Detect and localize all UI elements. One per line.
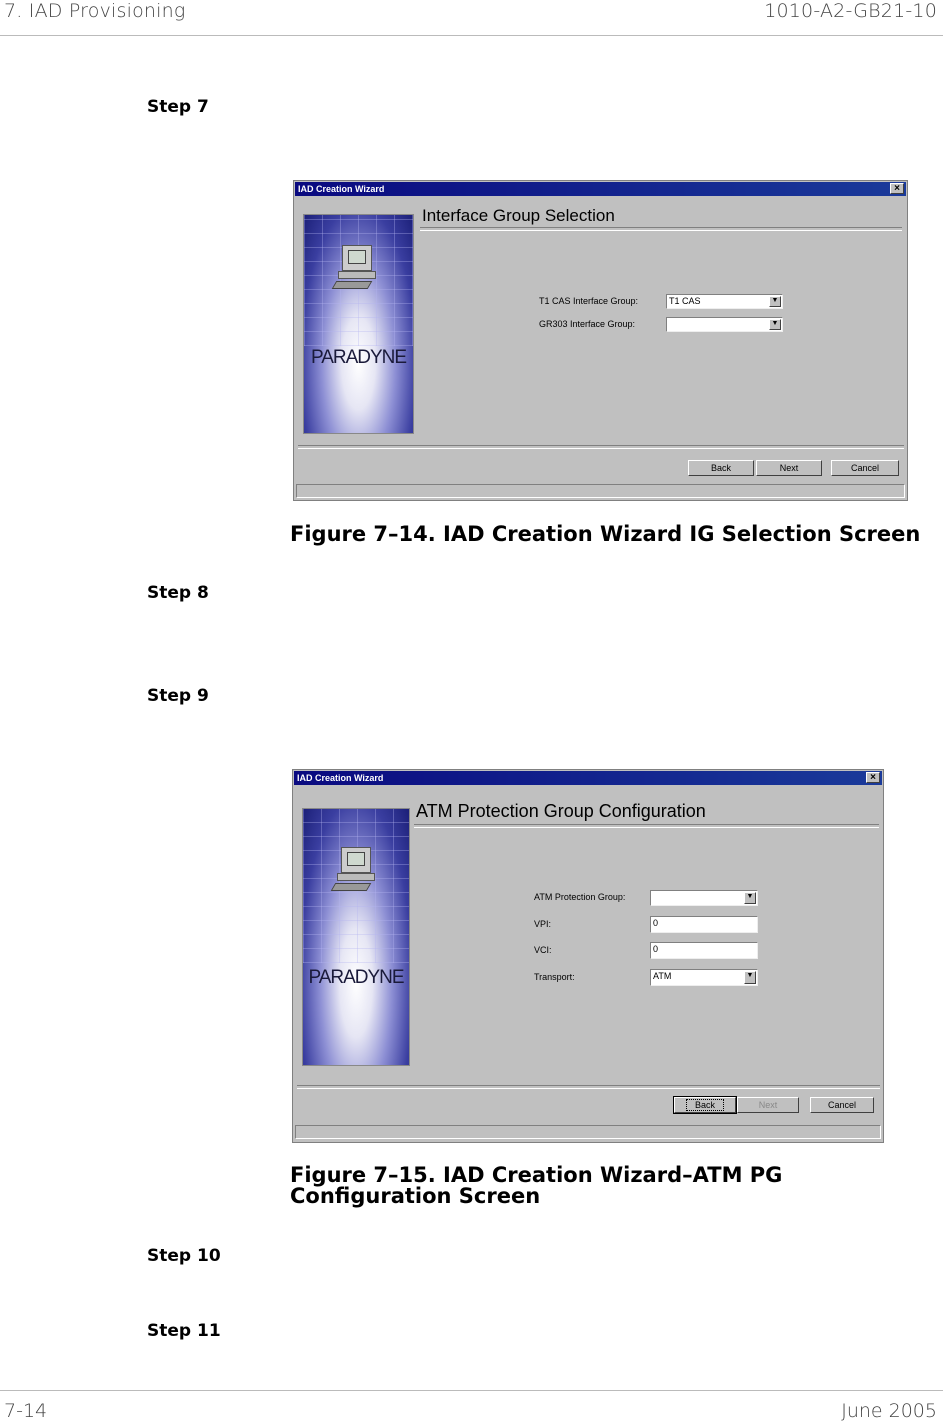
dropdown-arrow-icon[interactable]: ▼ [769,319,781,330]
atm-protection-group-label: ATM Protection Group: [534,892,626,902]
dropdown-arrow-icon[interactable]: ▼ [744,971,756,984]
footer-rule [0,1390,943,1391]
step-11-label: Step 11 [147,1321,221,1341]
back-button[interactable]: Back [688,460,754,476]
cancel-button[interactable]: Cancel [831,460,899,476]
step-10-label: Step 10 [147,1246,221,1266]
step-8-label: Step 8 [147,583,209,603]
close-icon[interactable]: × [890,183,904,194]
dropdown-arrow-icon[interactable]: ▼ [744,892,756,904]
vpi-input[interactable]: 0 [650,916,758,933]
figure-7-14-caption: Figure 7–14. IAD Creation Wizard IG Selection Screen [290,522,921,546]
next-button[interactable]: Next [756,460,822,476]
button-separator [298,445,904,449]
page-number: 7-14 [4,1400,48,1422]
atm-pg-config-dialog [292,769,884,1143]
paradyne-logo-panel [302,808,410,1066]
t1cas-group-select[interactable]: T1 CAS ▼ [666,294,783,309]
step-7-label: Step 7 [147,97,209,117]
status-bar [296,484,905,498]
paradyne-logo: PARADYNE [310,347,407,368]
gr303-group-select[interactable] [666,317,783,332]
figure-7-15-caption-line1: Figure 7–15. IAD Creation Wizard–ATM PG [290,1163,783,1187]
atm-protection-group-select[interactable] [650,890,758,906]
vpi-label: VPI: [534,919,552,929]
figure-7-15-caption-line2: Configuration Screen [290,1184,541,1208]
title-separator [414,824,879,828]
step-9-label: Step 9 [147,686,209,706]
t1cas-group-label: T1 CAS Interface Group: [539,296,639,306]
page-title: ATM Protection Group Configuration [416,801,706,821]
vci-label: VCI: [534,945,552,955]
ig-selection-dialog [293,180,908,501]
dialog-titlebar [295,182,906,196]
vci-input[interactable]: 0 [650,942,758,959]
status-bar [295,1125,881,1139]
gr303-group-label: GR303 Interface Group: [539,319,636,329]
next-button[interactable]: Next [737,1097,799,1113]
cancel-button[interactable]: Cancel [810,1097,874,1113]
close-icon[interactable]: × [866,772,880,783]
paradyne-logo: PARADYNE [308,967,404,988]
transport-label: Transport: [534,972,575,982]
running-header-left: 7. IAD Provisioning [4,0,186,22]
dialog-titlebar [294,771,882,785]
header-rule [0,35,943,36]
transport-select[interactable]: ATM ▼ [650,969,758,986]
dropdown-arrow-icon[interactable]: ▼ [769,296,781,307]
page-title: Interface Group Selection [422,206,615,225]
publication-date: June 2005 [841,1400,937,1422]
running-header-right: 1010-A2-GB21-10 [764,0,937,22]
back-button[interactable]: Back [674,1097,736,1113]
dialog-title: IAD Creation Wizard [297,773,384,783]
dialog-title: IAD Creation Wizard [298,184,385,194]
title-separator [420,227,902,231]
paradyne-logo-panel [303,214,414,434]
button-separator [297,1085,880,1089]
